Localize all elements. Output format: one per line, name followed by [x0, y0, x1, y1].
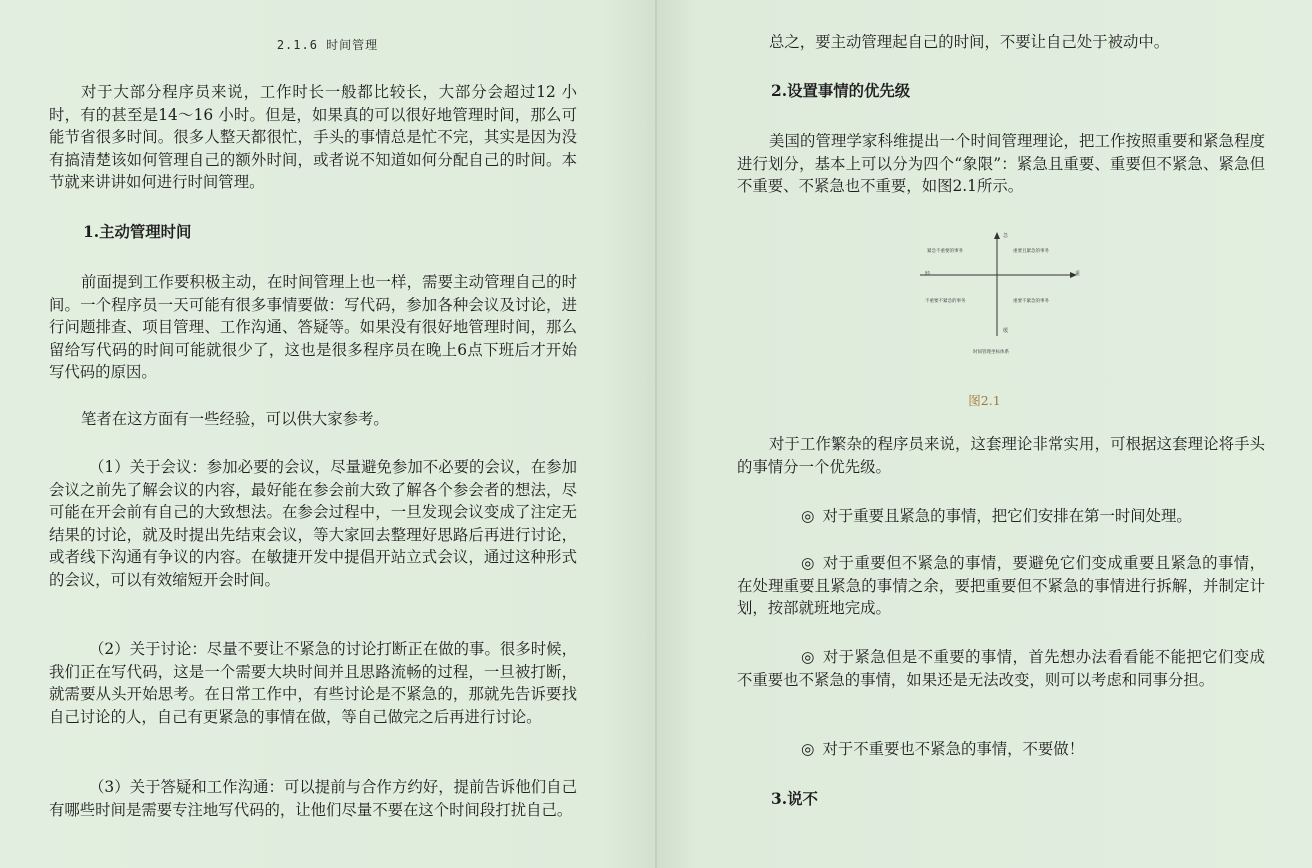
section1-paragraph: [49, 271, 577, 384]
axis-label-bottom: 缓: [1003, 328, 1009, 334]
item3-text: （3）关于答疑和工作沟通：可以提前与合作方约好，提前告诉他们自己有哪些时间是需要专注地写代码的，让他们尽量不要在这个时间段打扰自己。: [49, 778, 577, 819]
intro-text: 对于大部分程序员来说，工作时长一般都比较长，大部分会超过12 小时，有的甚至是14～16 小时。但是，如果真的可以很好地管理时间，那么可能节省很多时间。很多人整天都很忙，手头的事情总是忙不完，其实是因为没有搞清楚该如何管理自己的额外时间，或者说不知道如何分配自己的时间。本节就来讲讲如何进行时间管理。: [49, 83, 577, 192]
diagram-title: 时间管理坐标体系: [973, 350, 1009, 355]
section2-paragraph-2: [737, 433, 1265, 478]
section-heading: [737, 788, 1265, 810]
section2-paragraph: [737, 130, 1265, 198]
section1-p2-text: 笔者在这方面有一些经验，可以供大家参考。: [81, 410, 389, 428]
section-heading: [737, 80, 1265, 102]
bullet1-body: 对于重要且紧急的事情，把它们安排在第一时间处理。: [822, 507, 1192, 525]
figure-caption: 图2.1: [968, 393, 1001, 408]
item1-text: （1）关于会议：参加必要的会议，尽量避免参加不必要的会议，在参加会议之前先了解会议的内容，最好能在参会前大致了解各个参会者的想法，尽可能在开会前有自己的大致想法。在参会过程中，一旦发现会议变成了注定无结果的讨论，就及时提出先结束会议，等大家回去整理好思路后再进行讨论，或者线下沟通有争议的内容。在敏捷开发中提倡开站立式会议，通过这种形式的会议，可以有效缩短开会时间。: [49, 458, 577, 589]
section1-p1-text: 前面提到工作要积极主动，在时间管理上也一样，需要主动管理自己的时间。一个程序员一天可能有很多事情要做：写代码，参加各种会议及讨论，进行问题排查、项目管理、工作沟通、答疑等。如果没有很好地管理时间，那么留给写代码的时间可能就很少了，这也是很多程序员在晚上6点下班后才开始写代码的原因。: [49, 273, 577, 382]
section3-title: 3.说不: [771, 790, 818, 808]
quadrant-label-top-left: 紧急不重要的事务: [927, 249, 963, 254]
bullet4-text: [737, 738, 1265, 761]
bullet-item-4: [737, 738, 1265, 761]
running-head: 2.1.6 时间管理: [276, 38, 379, 52]
bullet3-body: 对于紧急但是不重要的事情，首先想办法看看能不能把它们变成不重要也不紧急的事情，如果还是无法改变，则可以考虑和同事分担。: [737, 648, 1265, 689]
bullet-symbol: ◎: [801, 648, 815, 666]
section1-title: 1.主动管理时间: [83, 223, 192, 241]
section2-p2-text: 对于工作繁杂的程序员来说，这套理论非常实用，可根据这套理论将手头的事情分一个优先级。: [737, 435, 1265, 476]
section2-p1-text: 美国的管理学家科维提出一个时间管理理论，把工作按照重要和紧急程度进行划分，基本上可以分为四个“象限”：紧急且重要、重要但不紧急、紧急但不重要、不紧急也不重要，如图2.1所示。: [737, 132, 1265, 196]
list-item-discussion: [49, 638, 577, 728]
quadrant-label-bottom-left: 不重要不紧急的事务: [925, 299, 966, 304]
summary-paragraph: [737, 31, 1265, 54]
axis-label-right: 重: [1075, 271, 1081, 277]
bullet-symbol: ◎: [801, 740, 815, 758]
bullet-symbol: ◎: [801, 507, 815, 525]
time-management-quadrant-diagram: [915, 226, 1085, 361]
bullet-item-2: [737, 552, 1265, 620]
bullet-item-1: [737, 505, 1265, 528]
section-heading: [49, 221, 577, 243]
bullet1-text: [737, 505, 1265, 528]
item2-text: （2）关于讨论：尽量不要让不紧急的讨论打断正在做的事。很多时候，我们正在写代码，这是一个需要大块时间并且思路流畅的过程，一旦被打断，就需要从头开始思考。在日常工作中，有些讨论是不紧急的，那就先告诉要找自己讨论的人，自己有更紧急的事情在做，等自己做完之后再进行讨论。: [49, 640, 577, 726]
bullet4-body: 对于不重要也不紧急的事情，不要做！: [822, 740, 1085, 758]
bullet-symbol: ◎: [801, 554, 815, 572]
bullet-item-3: [737, 646, 1265, 691]
quadrant-label-bottom-right: 重要不紧急的事务: [1013, 299, 1049, 304]
vertical-axis-arrow: [994, 232, 1000, 239]
quadrant-label-top-right: 重要且紧急的事务: [1013, 249, 1049, 254]
bullet3-text: [737, 646, 1265, 691]
list-item-meetings: [49, 456, 577, 592]
section2-title: 2.设置事情的优先级: [771, 82, 911, 100]
axis-label-top: 急: [1003, 233, 1009, 239]
list-item-communication: [49, 776, 577, 821]
left-page: [0, 0, 655, 868]
section1-paragraph-2: [49, 408, 577, 431]
intro-paragraph: [49, 81, 577, 194]
right-page: [657, 0, 1312, 868]
axis-label-left: 轻: [925, 271, 931, 277]
bullet2-text: [737, 552, 1265, 620]
bullet2-body: 对于重要但不紧急的事情，要避免它们变成重要且紧急的事情，在处理重要且紧急的事情之余，要把重要但不紧急的事情进行拆解，并制定计划，按部就班地完成。: [737, 554, 1265, 618]
summary-text: 总之，要主动管理起自己的时间，不要让自己处于被动中。: [769, 33, 1170, 51]
